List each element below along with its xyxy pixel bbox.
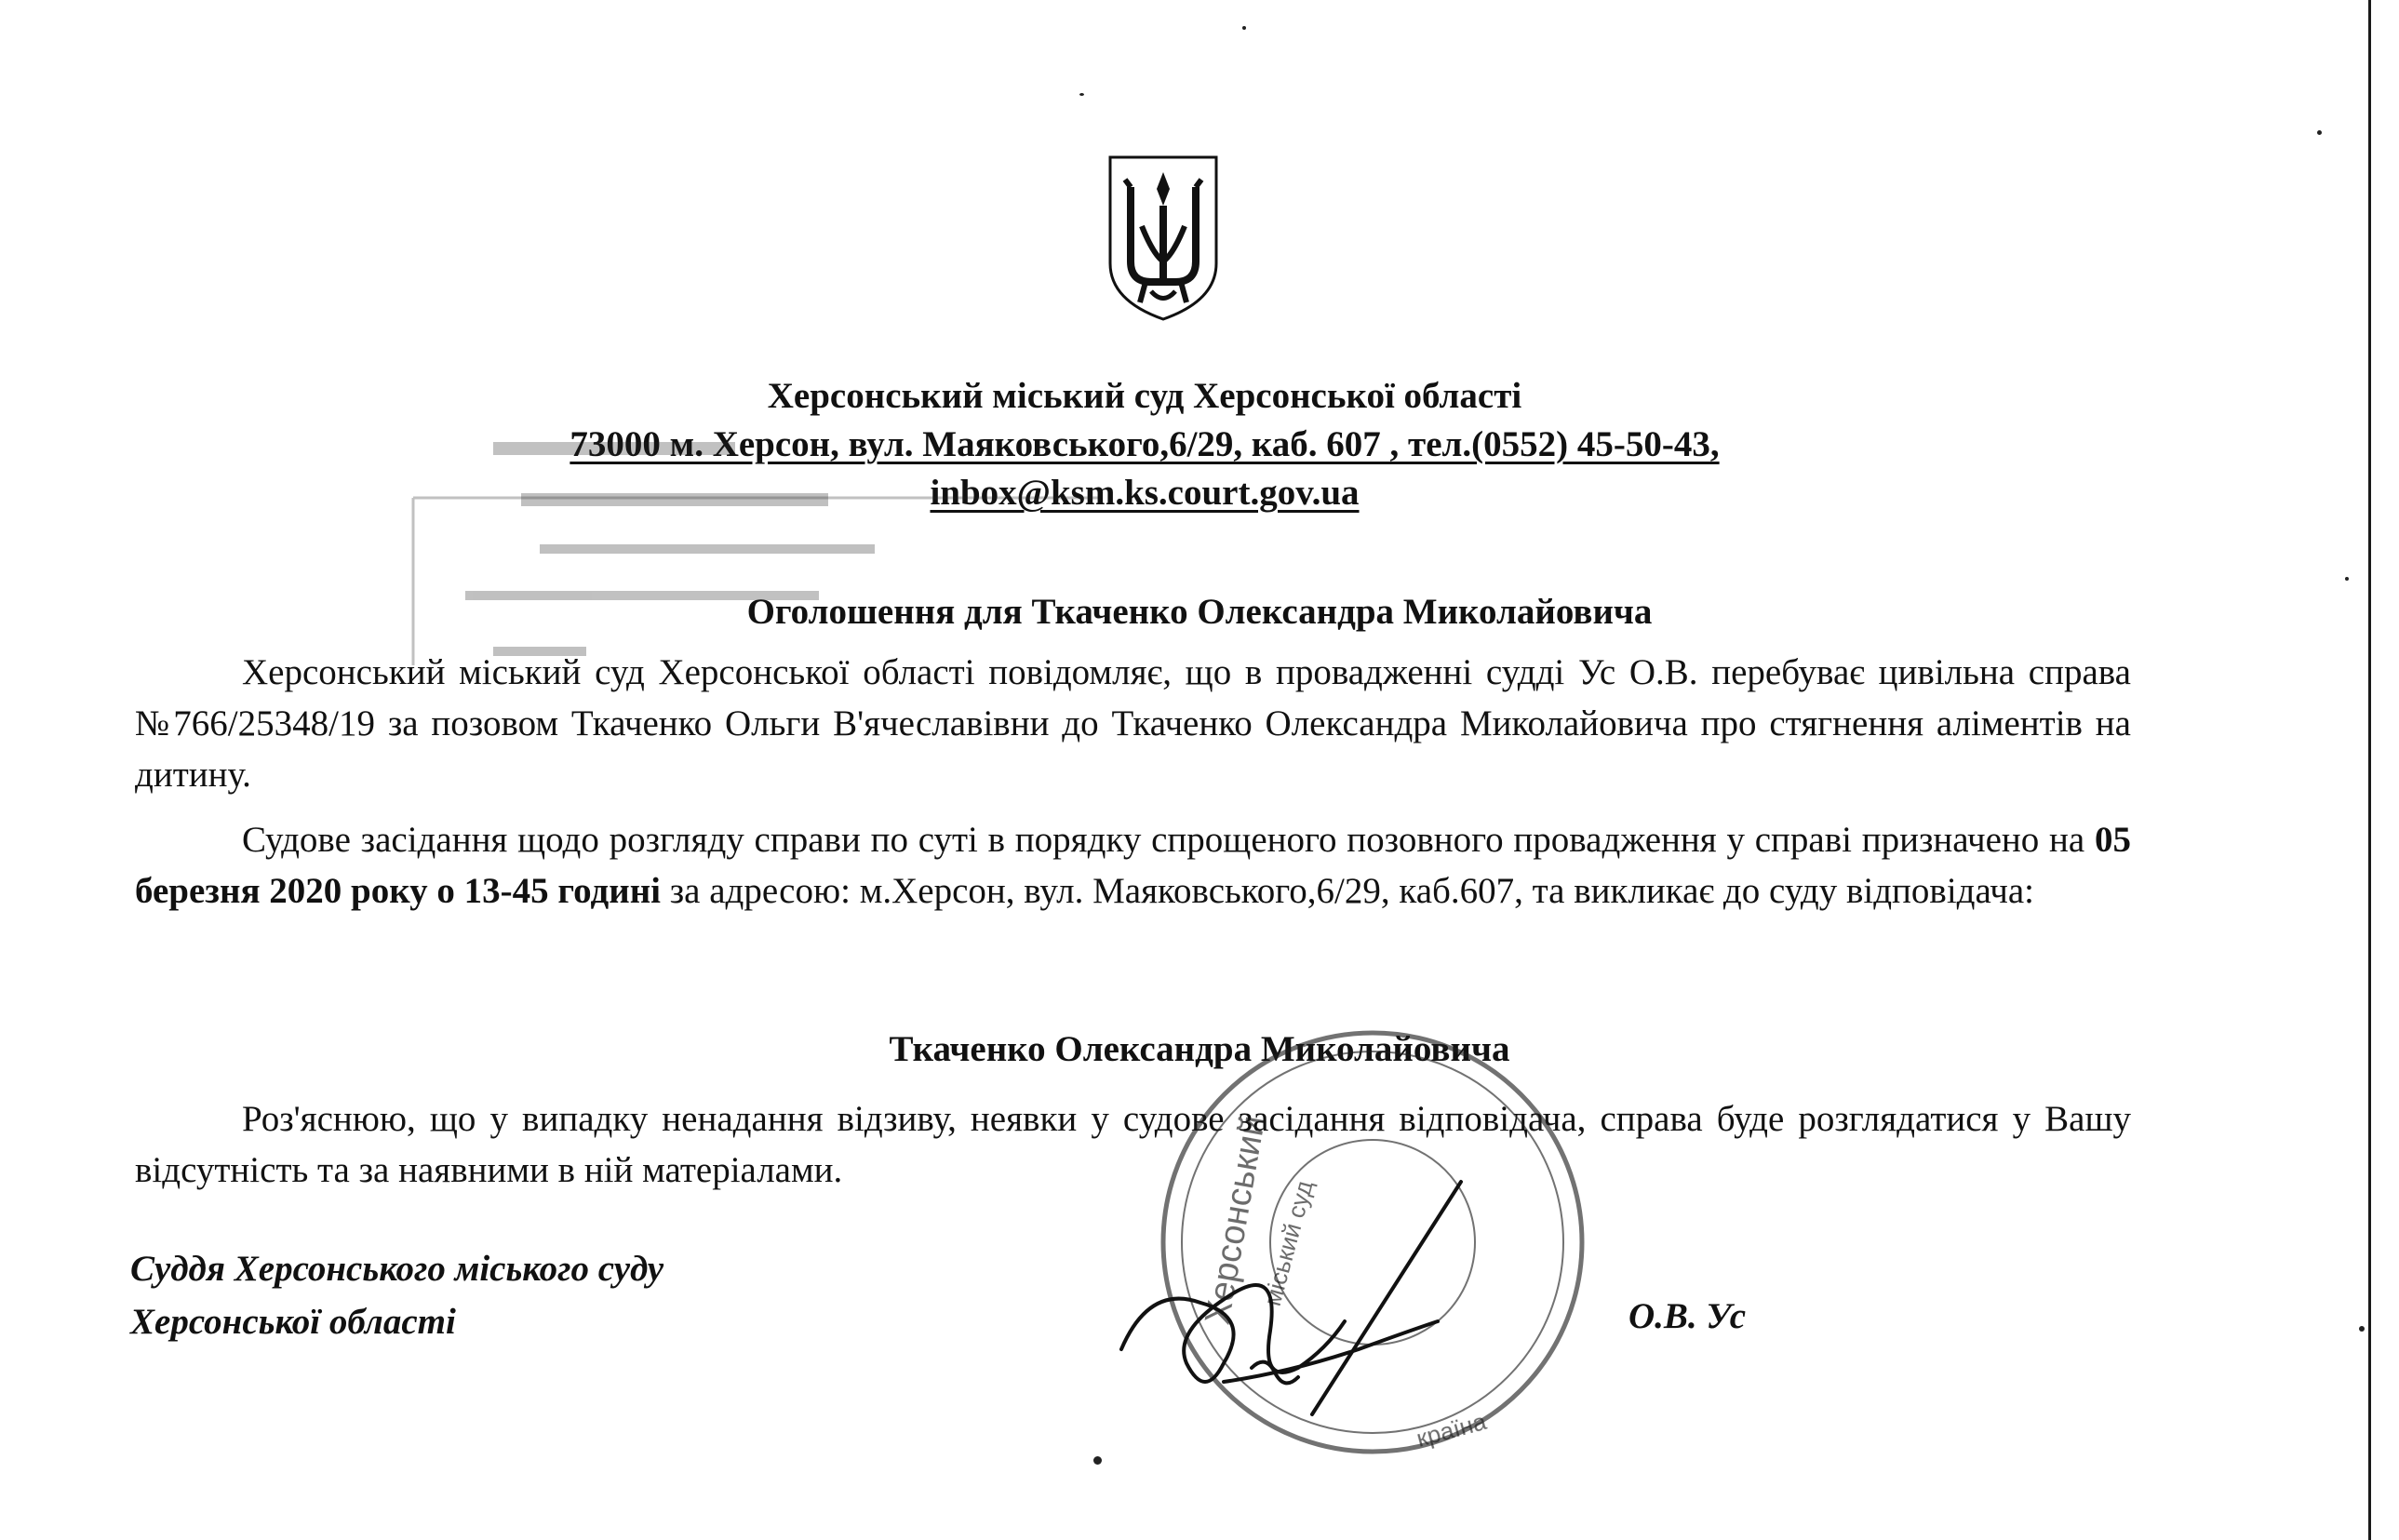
svg-text:країна: країна	[1413, 1407, 1490, 1453]
court-header	[0, 372, 2289, 517]
notice-paragraph-3: Роз'яснюю, що у випадку ненадання відзиву, неявки у судове засідання відповідача, справа буде розглядатися у Вашу відсутність та за наявними в ній матеріалами.	[135, 1099, 2131, 1190]
judge-position-line-2: Херсонської області	[130, 1302, 456, 1342]
judge-position-line-1: Суддя Херсонського міського суду	[130, 1249, 664, 1289]
hearing-date: 05 березня 2020 року о 13-45 годині	[135, 820, 2131, 911]
notice-paragraph-2	[135, 814, 2131, 917]
court-address: 73000 м. Херсон, вул. Маяковського,6/29, каб. 607 , тел.(0552) 45-50-43,	[570, 424, 1720, 464]
signature-icon	[1112, 1154, 1503, 1433]
notice-paragraph-1: Херсонський міський суд Херсонської області повідомляє, що в провадженні судді Ус О.В. перебуває цивільна справа №766/25348/19 за позовом Ткаченко Ольги В'ячеславівни до Ткаченко Олександра Миколайовича про стягнення аліментів на дитину.	[135, 652, 2131, 795]
page-edge-line	[2368, 0, 2371, 1540]
hearing-address-text: за адресою: м.Херсон, вул. Маяковського,6/29, каб.607, та викликає до суду відповідача:	[661, 871, 2035, 911]
notice-title: Оголошення для Ткаченко Олександра Миколайовича	[746, 592, 1653, 632]
court-email[interactable]: inbox@ksm.ks.court.gov.ua	[930, 473, 1360, 513]
judge-position	[130, 1242, 663, 1348]
svg-text:Херсонський: Херсонський	[1198, 1112, 1274, 1328]
court-name: Херсонський міський суд Херсонської області	[767, 376, 1522, 416]
coat-of-arms-icon	[1103, 152, 1224, 324]
hearing-intro-text: Судове засідання щодо розгляду справи по суті в порядку спрощеного позовного провадження у справі призначено на	[242, 820, 2095, 860]
judge-name: О.В. Ус	[1628, 1296, 1747, 1336]
svg-text:міський суд: міський суд	[1257, 1177, 1319, 1309]
defendant-name: Ткаченко Олександра Миколайовича	[889, 1029, 1510, 1069]
